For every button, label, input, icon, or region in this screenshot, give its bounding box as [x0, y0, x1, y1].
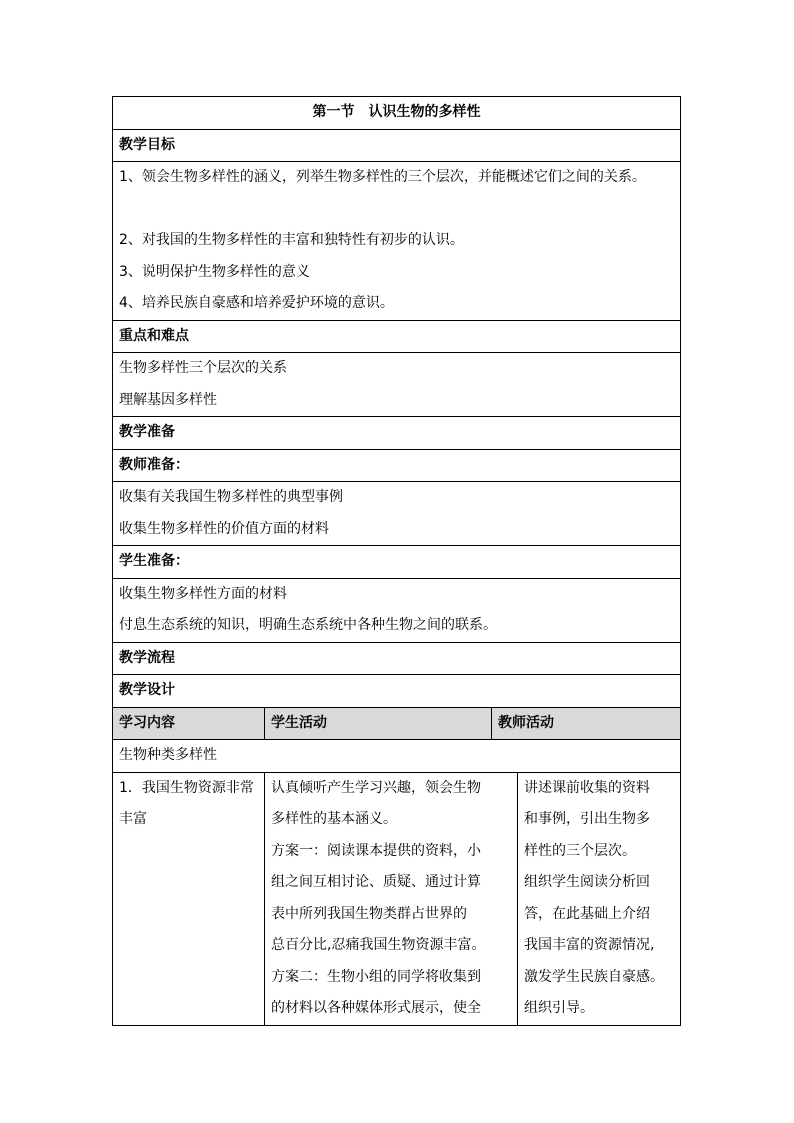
teacher-line-8: 组织引导。	[524, 1000, 594, 1016]
teacher-prep-heading: 教师准备：	[113, 449, 681, 482]
student-prep-item-2: 付息生态系统的知识，明确生态系统中各种生物之间的联系。	[119, 617, 497, 633]
teacher-line-6: 我国丰富的资源情况,	[524, 937, 655, 953]
student-prep-cell	[113, 578, 681, 642]
key-point-item-2: 理解基因多样性	[119, 391, 217, 408]
learning-content-cell	[113, 772, 265, 1025]
lesson-plan-table	[112, 96, 681, 1026]
student-line-7: 方案二：生物小组的同学将收集到	[271, 968, 481, 985]
objectives-heading: 教学目标	[113, 129, 681, 162]
teacher-line-5: 答，在此基础上介绍	[524, 905, 650, 922]
student-prep-heading: 学生准备：	[113, 546, 681, 579]
preparation-heading: 教学准备	[113, 417, 681, 450]
teacher-prep-cell	[113, 482, 681, 546]
teacher-line-4: 组织学生阅读分析回	[524, 874, 650, 890]
teacher-activity-cell	[518, 772, 681, 1025]
column-header-content: 学习内容	[113, 707, 265, 740]
teacher-line-7: 激发学生民族自豪感。	[524, 968, 664, 985]
design-table-header	[113, 707, 681, 740]
student-line-6: 总百分比,忍痛我国生物资源丰富。	[271, 937, 486, 953]
student-activity-cell	[265, 772, 518, 1025]
column-header-teacher: 教师活动	[492, 707, 681, 740]
student-line-8: 的材料以各种媒体形式展示，使全	[271, 1000, 481, 1016]
section-label: 生物种类多样性	[113, 740, 681, 773]
student-prep-item-1: 收集生物多样性方面的材料	[119, 585, 287, 602]
key-points-cell	[113, 353, 681, 417]
student-line-5: 表中所列我国生物类群占世界的	[271, 905, 467, 922]
learning-content-text: 1．我国生物资源非常丰富	[119, 779, 254, 827]
objective-item-4: 4、培养民族自豪感和培养爱护环境的意识。	[119, 295, 394, 311]
teacher-line-3: 样性的三个层次。	[524, 842, 636, 859]
objective-item-3: 3、说明保护生物多样性的意义	[119, 263, 310, 280]
teacher-prep-item-2: 收集生物多样性的价值方面的材料	[119, 520, 329, 537]
objective-item-2: 2、对我国的生物多样性的丰富和独特性有初步的认识。	[119, 232, 464, 248]
objective-item-1: 1、领会生物多样性的涵义，列举生物多样性的三个层次，并能概述它们之间的关系。	[119, 169, 646, 185]
key-points-heading: 重点和难点	[113, 320, 681, 353]
teacher-prep-item-1: 收集有关我国生物多样性的典型事例	[119, 489, 343, 505]
teacher-line-2: 和事例，引出生物多	[524, 811, 650, 827]
page-title: 第一节 认识生物的多样性	[113, 97, 681, 130]
table-row	[113, 772, 681, 1025]
student-line-4: 组之间互相讨论、质疑、通过计算	[271, 874, 481, 890]
teacher-line-1: 讲述课前收集的资料	[524, 779, 650, 796]
student-line-3: 方案一：阅读课本提供的资料，小	[271, 842, 481, 859]
key-point-item-1: 生物多样性三个层次的关系	[119, 360, 287, 376]
student-line-2: 多样性的基本涵义。	[271, 811, 397, 827]
student-line-1: 认真倾听产生学习兴趣，领会生物	[271, 779, 481, 796]
flow-heading: 教学流程	[113, 642, 681, 675]
objectives-cell	[113, 162, 681, 321]
design-heading: 教学设计	[113, 675, 681, 708]
column-header-student: 学生活动	[265, 707, 492, 740]
